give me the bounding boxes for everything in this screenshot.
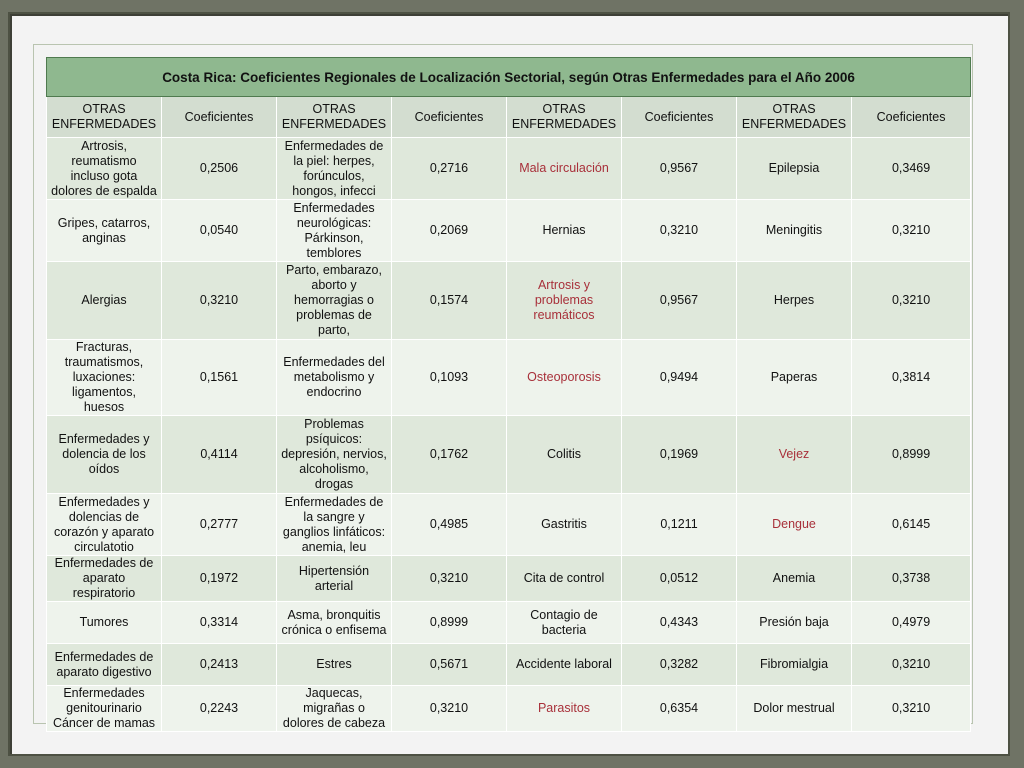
coefficient-cell: 0,2413 (162, 644, 277, 686)
coefficient-cell: 0,3282 (622, 644, 737, 686)
coefficient-cell: 0,3469 (852, 138, 971, 200)
disease-cell: Enfermedades y dolencias de corazón y aparato circulatotio (47, 494, 162, 556)
table-row (47, 556, 971, 602)
coefficient-cell: 0,3210 (162, 262, 277, 340)
disease-cell: Tumores (47, 602, 162, 644)
coefficient-cell: 0,3210 (622, 200, 737, 262)
coefficient-cell: 0,5671 (392, 644, 507, 686)
disease-cell: Enfermedades del metabolismo y endocrino (277, 340, 392, 416)
table-row (47, 138, 971, 200)
coefficient-cell: 0,6354 (622, 686, 737, 732)
disease-cell: Estres (277, 644, 392, 686)
coefficients-table (46, 57, 971, 732)
coefficient-cell: 0,6145 (852, 494, 971, 556)
coefficient-cell: 0,4114 (162, 416, 277, 494)
disease-cell: Gripes, catarros, anginas (47, 200, 162, 262)
coefficient-cell: 0,0540 (162, 200, 277, 262)
disease-cell: Enfermedades de la piel: herpes, forúnculos, hongos, infecci (277, 138, 392, 200)
column-header: OTRAS ENFERMEDADES (277, 97, 392, 138)
disease-cell: Dengue (737, 494, 852, 556)
coefficient-cell: 0,1972 (162, 556, 277, 602)
coefficient-cell: 0,2506 (162, 138, 277, 200)
coefficient-cell: 0,4985 (392, 494, 507, 556)
disease-cell: Gastritis (507, 494, 622, 556)
coefficient-cell: 0,3210 (392, 556, 507, 602)
disease-cell: Enfermedades de aparato digestivo (47, 644, 162, 686)
coefficient-cell: 0,2069 (392, 200, 507, 262)
header-row (47, 97, 971, 138)
column-header: Coeficientes (162, 97, 277, 138)
disease-cell: Presión baja (737, 602, 852, 644)
disease-cell: Fracturas, traumatismos, luxaciones: ligamentos, huesos (47, 340, 162, 416)
disease-cell: Osteoporosis (507, 340, 622, 416)
table-row (47, 494, 971, 556)
table-row (47, 602, 971, 644)
coefficient-cell: 0,9494 (622, 340, 737, 416)
disease-cell: Enfermedades genitourinario Cáncer de mamas (47, 686, 162, 732)
disease-cell: Hipertensión arterial (277, 556, 392, 602)
disease-cell: Jaquecas, migrañas o dolores de cabeza (277, 686, 392, 732)
coefficient-cell: 0,1211 (622, 494, 737, 556)
disease-cell: Mala circulación (507, 138, 622, 200)
coefficient-cell: 0,4979 (852, 602, 971, 644)
disease-cell: Herpes (737, 262, 852, 340)
coefficient-cell: 0,1093 (392, 340, 507, 416)
disease-cell: Enfermedades de aparato respiratorio (47, 556, 162, 602)
disease-cell: Paperas (737, 340, 852, 416)
disease-cell: Artrosis y problemas reumáticos (507, 262, 622, 340)
disease-cell: Meningitis (737, 200, 852, 262)
coefficient-cell: 0,3814 (852, 340, 971, 416)
disease-cell: Anemia (737, 556, 852, 602)
coefficient-cell: 0,0512 (622, 556, 737, 602)
disease-cell: Enfermedades y dolencia de los oídos (47, 416, 162, 494)
disease-cell: Cita de control (507, 556, 622, 602)
coefficient-cell: 0,2716 (392, 138, 507, 200)
disease-cell: Fibromialgia (737, 644, 852, 686)
coefficient-cell: 0,9567 (622, 138, 737, 200)
coefficient-cell: 0,2243 (162, 686, 277, 732)
table-row (47, 644, 971, 686)
coefficient-cell: 0,3210 (852, 200, 971, 262)
disease-cell: Colitis (507, 416, 622, 494)
column-header: OTRAS ENFERMEDADES (47, 97, 162, 138)
table-row (47, 262, 971, 340)
table-title: Costa Rica: Coeficientes Regionales de Localización Sectorial, según Otras Enfermedades para el Año 2006 (47, 58, 971, 97)
coefficient-cell: 0,1561 (162, 340, 277, 416)
table-row (47, 416, 971, 494)
coefficient-cell: 0,9567 (622, 262, 737, 340)
coefficient-cell: 0,1762 (392, 416, 507, 494)
coefficient-cell: 0,8999 (852, 416, 971, 494)
coefficient-cell: 0,3738 (852, 556, 971, 602)
disease-cell: Contagio de bacteria (507, 602, 622, 644)
column-header: OTRAS ENFERMEDADES (507, 97, 622, 138)
coefficient-cell: 0,3210 (852, 686, 971, 732)
disease-cell: Enfermedades de la sangre y ganglios linfáticos: anemia, leu (277, 494, 392, 556)
table-row (47, 686, 971, 732)
disease-cell: Asma, bronquitis crónica o enfisema (277, 602, 392, 644)
table-row (47, 340, 971, 416)
table-row (47, 200, 971, 262)
coefficient-cell: 0,2777 (162, 494, 277, 556)
coefficient-cell: 0,3210 (392, 686, 507, 732)
coefficient-cell: 0,3210 (852, 644, 971, 686)
column-header: Coeficientes (622, 97, 737, 138)
coefficient-cell: 0,1969 (622, 416, 737, 494)
disease-cell: Vejez (737, 416, 852, 494)
disease-cell: Parto, embarazo, aborto y hemorragias o problemas de parto, (277, 262, 392, 340)
disease-cell: Alergias (47, 262, 162, 340)
disease-cell: Enfermedades neurológicas: Párkinson, temblores (277, 200, 392, 262)
column-header: Coeficientes (392, 97, 507, 138)
disease-cell: Epilepsia (737, 138, 852, 200)
column-header: OTRAS ENFERMEDADES (737, 97, 852, 138)
column-header: Coeficientes (852, 97, 971, 138)
coefficient-cell: 0,4343 (622, 602, 737, 644)
coefficient-cell: 0,1574 (392, 262, 507, 340)
disease-cell: Hernias (507, 200, 622, 262)
disease-cell: Problemas psíquicos: depresión, nervios, alcoholismo, drogas (277, 416, 392, 494)
coefficient-cell: 0,3210 (852, 262, 971, 340)
disease-cell: Artrosis, reumatismo incluso gota dolores de espalda (47, 138, 162, 200)
coefficient-cell: 0,3314 (162, 602, 277, 644)
disease-cell: Accidente laboral (507, 644, 622, 686)
disease-cell: Dolor mestrual (737, 686, 852, 732)
coefficient-cell: 0,8999 (392, 602, 507, 644)
disease-cell: Parasitos (507, 686, 622, 732)
